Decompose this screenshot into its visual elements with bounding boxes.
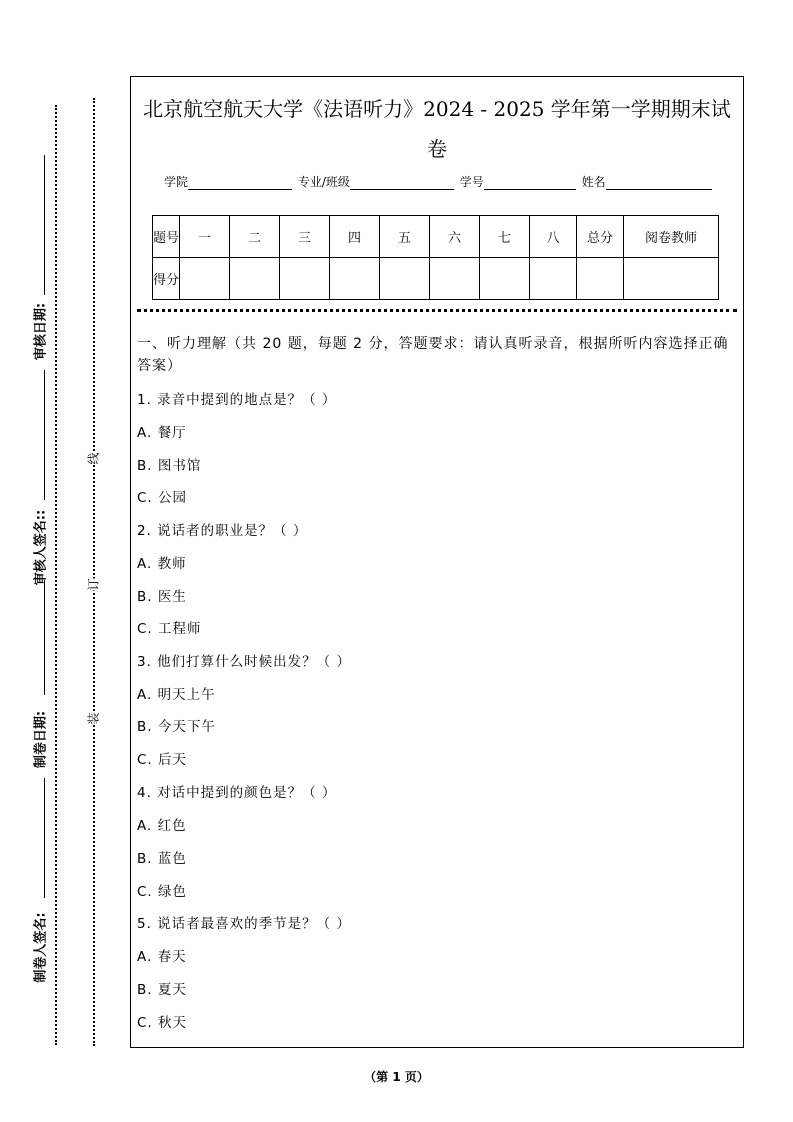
- student-id-label: 学号: [459, 175, 484, 189]
- option-4a[interactable]: A. 红色: [137, 818, 187, 834]
- name-label: 姓名: [581, 175, 606, 189]
- score-cell-total[interactable]: [577, 258, 624, 300]
- major-class-label: 专业/班级: [297, 175, 350, 189]
- score-table-score-row: [153, 258, 719, 300]
- col-3: 三: [280, 216, 330, 258]
- college-blank[interactable]: [188, 177, 292, 190]
- compiler-signature-blank: [44, 778, 45, 898]
- option-4c[interactable]: C. 绿色: [137, 884, 188, 900]
- option-3c[interactable]: C. 后天: [137, 752, 188, 768]
- score-cell[interactable]: [530, 258, 577, 300]
- col-4: 四: [330, 216, 380, 258]
- question-5: 5. 说话者最喜欢的季节是？（ ）: [137, 916, 351, 932]
- student-id-blank[interactable]: [484, 177, 576, 190]
- score-cell[interactable]: [480, 258, 530, 300]
- student-info-row: [164, 173, 714, 190]
- option-5b[interactable]: B. 夏天: [137, 982, 187, 998]
- binding-char-staple: 订: [83, 578, 104, 590]
- section-title: 一、听力理解（共 20 题，每题 2 分，答题要求：请认真听录音，根据所听内容选择正确答案）: [137, 336, 729, 374]
- col-7: 七: [480, 216, 530, 258]
- score-cell[interactable]: [330, 258, 380, 300]
- col-2: 二: [230, 216, 280, 258]
- question-3: 3. 他们打算什么时候出发？（ ）: [137, 654, 351, 670]
- exam-title: 北京航空航天大学《法语听力》2024 - 2025 学年第一学期期末试卷: [143, 97, 731, 161]
- col-8: 八: [530, 216, 577, 258]
- option-5a[interactable]: A. 春天: [137, 949, 187, 965]
- page-number: （第 1 页）: [364, 1070, 429, 1084]
- col-1: 一: [180, 216, 230, 258]
- binding-char-line: 线: [83, 452, 104, 464]
- col-grader: 阅卷教师: [624, 216, 719, 258]
- question-number-head: 题号: [153, 216, 180, 258]
- score-cell[interactable]: [380, 258, 430, 300]
- compile-date-blank: [44, 580, 45, 695]
- score-table-header-row: [153, 216, 719, 258]
- option-3a[interactable]: A. 明天上午: [137, 687, 216, 703]
- option-2c[interactable]: C. 工程师: [137, 621, 202, 637]
- compile-date-label: 制卷日期:: [33, 710, 49, 769]
- score-table: [152, 215, 719, 300]
- option-1c[interactable]: C. 公园: [137, 490, 188, 506]
- score-cell[interactable]: [180, 258, 230, 300]
- option-4b[interactable]: B. 蓝色: [137, 851, 187, 867]
- col-5: 五: [380, 216, 430, 258]
- margin-dotted-line-outer: [55, 105, 57, 1045]
- review-date-label: 审核日期:: [33, 302, 49, 361]
- review-date-blank: [44, 155, 45, 295]
- question-4: 4. 对话中提到的颜色是？（ ）: [137, 785, 337, 801]
- college-label: 学院: [164, 175, 189, 189]
- binding-char-bind: 装: [83, 712, 104, 724]
- name-blank[interactable]: [606, 177, 712, 190]
- score-cell-grader[interactable]: [624, 258, 719, 300]
- score-cell[interactable]: [430, 258, 480, 300]
- reviewer-signature-label: 审核人签名::: [33, 509, 49, 586]
- reviewer-signature-blank: [44, 370, 45, 500]
- option-1b[interactable]: B. 图书馆: [137, 458, 202, 474]
- option-5c[interactable]: C. 秋天: [137, 1015, 188, 1031]
- question-1: 1. 录音中提到的地点是？（ ）: [137, 392, 337, 408]
- option-1a[interactable]: A. 餐厅: [137, 425, 187, 441]
- question-2: 2. 说话者的职业是？（ ）: [137, 523, 308, 539]
- score-row-head: 得分: [153, 258, 180, 300]
- section-separator: [137, 309, 737, 312]
- col-total: 总分: [577, 216, 624, 258]
- score-cell[interactable]: [230, 258, 280, 300]
- col-6: 六: [430, 216, 480, 258]
- option-3b[interactable]: B. 今天下午: [137, 719, 216, 735]
- exam-frame: [130, 76, 744, 1048]
- major-class-blank[interactable]: [350, 177, 454, 190]
- option-2b[interactable]: B. 医生: [137, 589, 187, 605]
- compiler-signature-label: 制卷人签名:: [33, 912, 49, 983]
- margin-dotted-line-inner: [93, 98, 95, 1046]
- score-cell[interactable]: [280, 258, 330, 300]
- option-2a[interactable]: A. 教师: [137, 556, 187, 572]
